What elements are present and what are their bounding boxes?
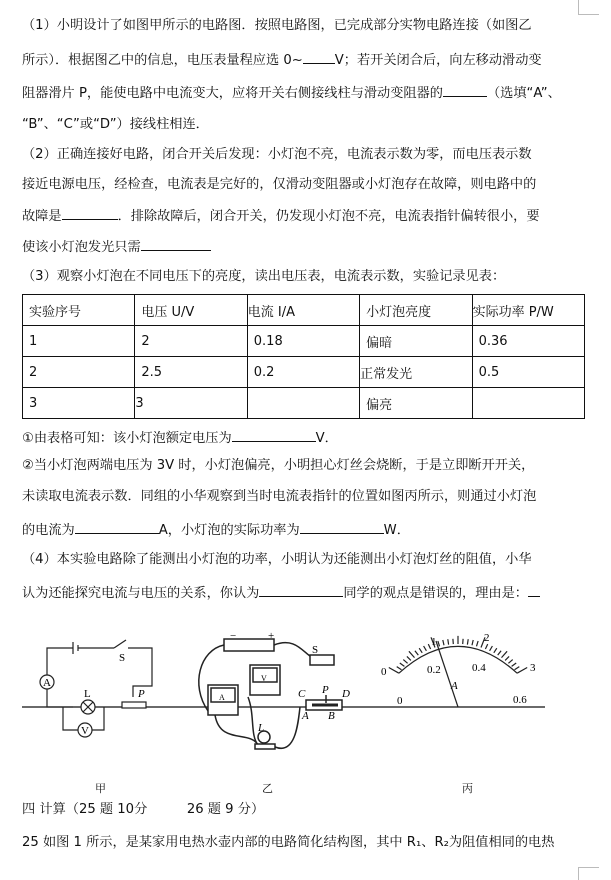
dial-bottom-tick: 0.4 (472, 662, 486, 674)
q2-text: ．排除故障后，闭合开关，仍发现小灯泡不亮，电流表指针偏转很小，要 (117, 209, 540, 224)
ammeter-label: A (219, 693, 225, 702)
answer-blank (443, 83, 487, 97)
battery-minus-label: − (230, 630, 237, 642)
q3-text: W． (383, 523, 410, 538)
table-cell: 0.2 (247, 357, 359, 388)
q2-line4 (22, 237, 211, 257)
terminal-d-label: D (342, 688, 350, 700)
q3-sub1 (22, 428, 338, 448)
answer-blank (300, 520, 384, 534)
table-cell: 3 (135, 388, 247, 419)
answer-blank (232, 428, 316, 442)
q25-line1: 25 如图 1 所示，是某家用电热水壶内部的电路简化结构图，其中 R₁、R₂为阻值相同的电热 (22, 835, 555, 850)
q3-text: V． (315, 431, 338, 446)
answer-blank (62, 206, 118, 220)
q3-line1: （3）观察小灯泡在不同电压下的亮度，读出电压表，电流表示数，实验记录见表： (22, 269, 506, 284)
dial-bottom-tick: 0.6 (513, 694, 527, 706)
q1-line3 (22, 83, 561, 103)
page-corner-mark (578, 0, 599, 15)
circuit-figure (0, 615, 611, 805)
q4-line2 (22, 583, 540, 603)
table-cell (472, 388, 584, 419)
experiment-table (22, 294, 585, 419)
ammeter-label: A (43, 677, 51, 689)
figure-caption-jia: 甲 (95, 782, 106, 795)
page-corner-mark (578, 867, 599, 880)
table-row (23, 388, 585, 419)
q1-line2 (22, 50, 542, 70)
table-cell: 2.5 (135, 357, 247, 388)
figure-caption-bing: 丙 (462, 782, 473, 795)
q2-line3 (22, 206, 540, 226)
voltmeter-label: V (81, 725, 89, 737)
table-header: 小灯泡亮度 (360, 295, 472, 326)
q1-line4: “B”、“C”或“D”）接线柱相连． (22, 117, 209, 132)
q1-line1: （1）小明设计了如图甲所示的电路图．按照电路图，已完成部分实物电路连接（如图乙 (22, 18, 532, 33)
table-cell: 1 (23, 326, 135, 357)
table-row (23, 326, 585, 357)
q2-text: 故障是 (22, 209, 62, 224)
table-cell: 0.18 (247, 326, 359, 357)
table-header: 实验序号 (23, 295, 135, 326)
dial-bottom-tick: 0 (397, 695, 403, 707)
switch-label: S (119, 652, 126, 664)
table-cell: 0.36 (472, 326, 584, 357)
voltmeter-label: V (261, 674, 267, 683)
dial-unit-label: A (451, 680, 458, 692)
terminal-a-label: A (302, 710, 309, 722)
q4-line1: （4）本实验电路除了能测出小灯泡的功率，小明认为还能测出小灯泡灯丝的阻值，小华 (22, 552, 532, 567)
slider-p-label: P (322, 684, 329, 696)
dial-top-tick: 3 (530, 662, 536, 674)
figure-caption-yi: 乙 (262, 782, 273, 795)
table-row (23, 357, 585, 388)
answer-blank (75, 520, 159, 534)
dial-top-tick: 1 (431, 636, 437, 648)
q4-text: 同学的观点是错误的，理由是： (343, 586, 528, 601)
table-cell: 偏亮 (360, 388, 472, 419)
q1-text: V；若开关闭合后，向左移动滑动变 (334, 53, 542, 68)
table-cell: 偏暗 (360, 326, 472, 357)
q3-text: ①由表格可知：该小灯泡额定电压为 (22, 431, 232, 446)
q1-text: 所示）．根据图乙中的信息，电压表量程应选 0~ (22, 53, 303, 68)
slider-label: P (138, 688, 145, 700)
table-cell (247, 388, 359, 419)
circuit-diagram-jia (40, 640, 152, 737)
dial-tick-marks (389, 636, 527, 673)
q2-line1: （2）正确连接好电路，闭合开关后发现：小灯泡不亮，电流表示数为零，而电压表示数 (22, 147, 532, 162)
q2-text: 使该小灯泡发光只需 (22, 240, 141, 255)
lamp-label: L (258, 722, 265, 734)
table-header-row (23, 295, 585, 326)
dial-top-tick: 0 (381, 666, 387, 678)
table-header: 电流 I/A (247, 295, 359, 326)
table-cell: 2 (23, 357, 135, 388)
section4-title: 四 计算（25 题 10分 26 题 9 分） (22, 802, 265, 817)
q3-text: A，小灯泡的实际功率为 (158, 523, 300, 538)
lamp-label: L (84, 688, 91, 700)
terminal-b-label: B (328, 710, 335, 722)
ammeter-dial-bing (389, 636, 527, 707)
answer-blank (259, 583, 343, 597)
terminal-c-label: C (298, 688, 306, 700)
answer-blank (141, 237, 211, 251)
q1-text: （选填“A”、 (486, 86, 561, 101)
table-header: 电压 U/V (135, 295, 247, 326)
answer-blank (303, 50, 335, 64)
q2-line2: 接近电源电压，经检查，电流表是完好的，仅滑动变阻器或小灯泡存在故障，则电路中的 (22, 177, 537, 192)
battery-plus-label: + (268, 630, 275, 642)
answer-blank (528, 583, 540, 597)
q4-text: 认为还能探究电流与电压的关系，你认为 (22, 586, 260, 601)
table-header: 实际功率 P/W (472, 295, 584, 326)
dial-top-tick: 2 (484, 632, 490, 644)
q3-sub2-line1: ②当小灯泡两端电压为 3V 时，小灯泡偏亮，小明担心灯丝会烧断，于是立即断开开关， (22, 458, 535, 473)
dial-bottom-tick: 0.2 (427, 664, 441, 676)
rheostat-symbol (122, 702, 146, 708)
q3-text: 的电流为 (22, 523, 75, 538)
table-cell: 0.5 (472, 357, 584, 388)
table-cell: 3 (23, 388, 135, 419)
table-cell: 2 (135, 326, 247, 357)
switch-label: S (312, 644, 319, 656)
q3-sub2-line3 (22, 520, 410, 540)
table-cell: 正常发光 (360, 357, 472, 388)
q1-text: 阻器滑片 P，能使电路中电流变大，应将开关右侧接线柱与滑动变阻器的 (22, 86, 443, 101)
dial-arc (399, 646, 517, 673)
q3-sub2-line2: 未读取电流表示数．同组的小华观察到当时电流表指针的位置如图丙所示，则通过小灯泡 (22, 489, 537, 504)
